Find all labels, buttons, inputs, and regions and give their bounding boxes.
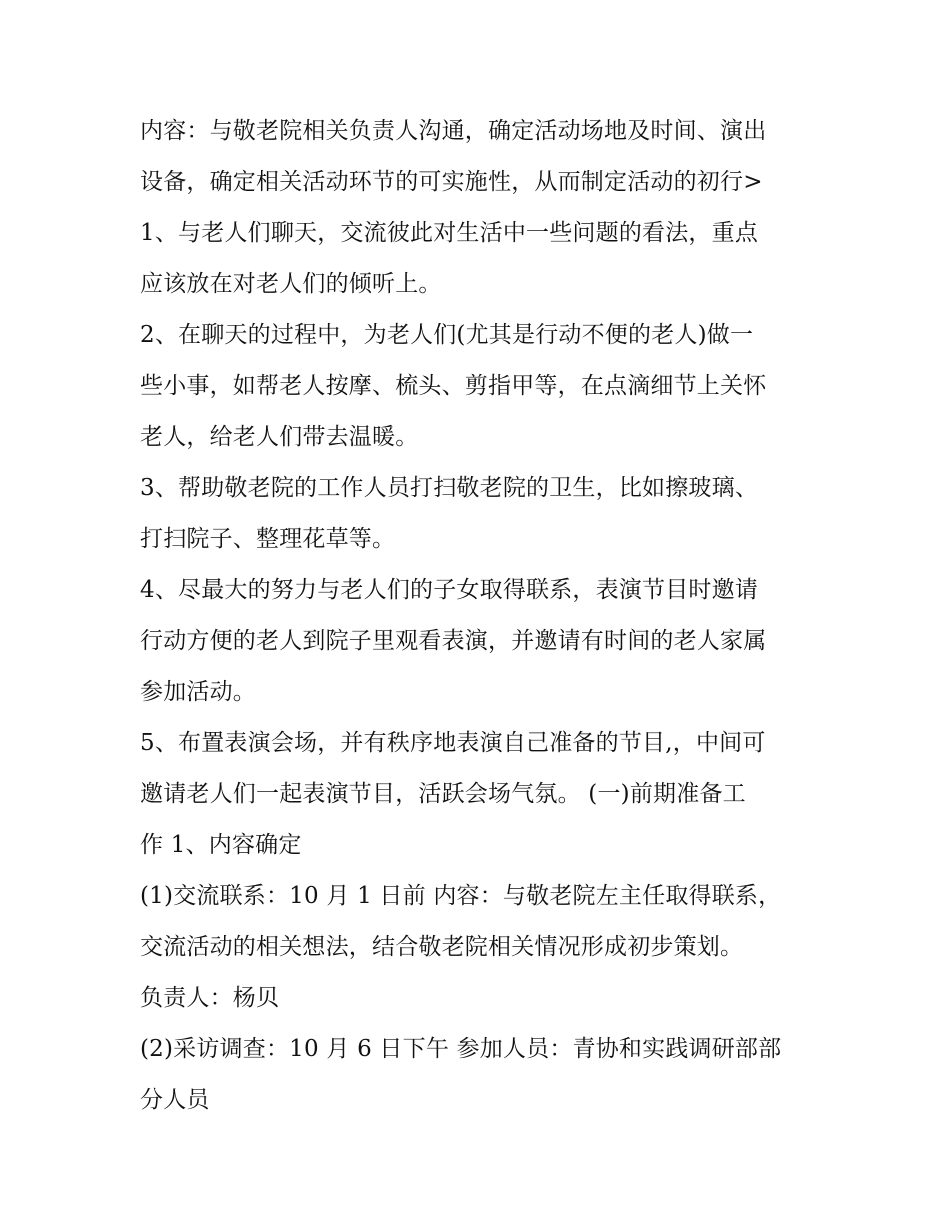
text-line-6: 些小事，如帮老人按摩、梳头、剪指甲等，在点滴细节上关怀 xyxy=(140,373,767,399)
text-line-17: 交流活动的相关想法，结合敬老院相关情况形成初步策划。 xyxy=(140,934,744,960)
text-line-2: 设备，确定相关活动环节的可实施性，从而制定活动的初行> xyxy=(140,169,763,195)
text-line-19: (2)采访调查：10 月 6 日下午 参加人员：青协和实践调研部部 xyxy=(140,1036,782,1062)
text-line-13: 5、布置表演会场，并有秩序地表演自己准备的节目,，中间可 xyxy=(140,730,766,756)
text-line-10: 4、尽最大的努力与老人们的子女取得联系，表演节目时邀请 xyxy=(140,577,759,603)
text-line-20: 分人员 xyxy=(140,1087,210,1113)
text-line-8: 3、帮助敬老院的工作人员打扫敬老院的卫生，比如擦玻璃、 xyxy=(140,475,759,501)
text-line-9: 打扫院子、整理花草等。 xyxy=(140,526,396,552)
text-line-12: 参加活动。 xyxy=(140,679,256,705)
text-line-1: 内容：与敬老院相关负责人沟通，确定活动场地及时间、演出 xyxy=(140,118,767,144)
text-line-14: 邀请老人们一起表演节目，活跃会场气氛。 (一)前期准备工 xyxy=(140,781,746,807)
text-line-15: 作 1、内容确定 xyxy=(140,832,302,858)
text-line-5: 2、在聊天的过程中，为老人们(尤其是行动不便的老人)做一 xyxy=(140,322,754,348)
text-line-16: (1)交流联系：10 月 1 日前 内容：与敬老院左主任取得联系， xyxy=(140,883,782,909)
text-line-11: 行动方便的老人到院子里观看表演，并邀请有时间的老人家属 xyxy=(140,628,767,654)
text-line-3: 1、与老人们聊天，交流彼此对生活中一些问题的看法，重点 xyxy=(140,220,759,246)
text-line-4: 应该放在对老人们的倾听上。 xyxy=(140,271,442,297)
text-line-7: 老人，给老人们带去温暖。 xyxy=(140,424,419,450)
text-line-18: 负责人：杨贝 xyxy=(140,985,280,1011)
document-body xyxy=(140,106,820,1126)
